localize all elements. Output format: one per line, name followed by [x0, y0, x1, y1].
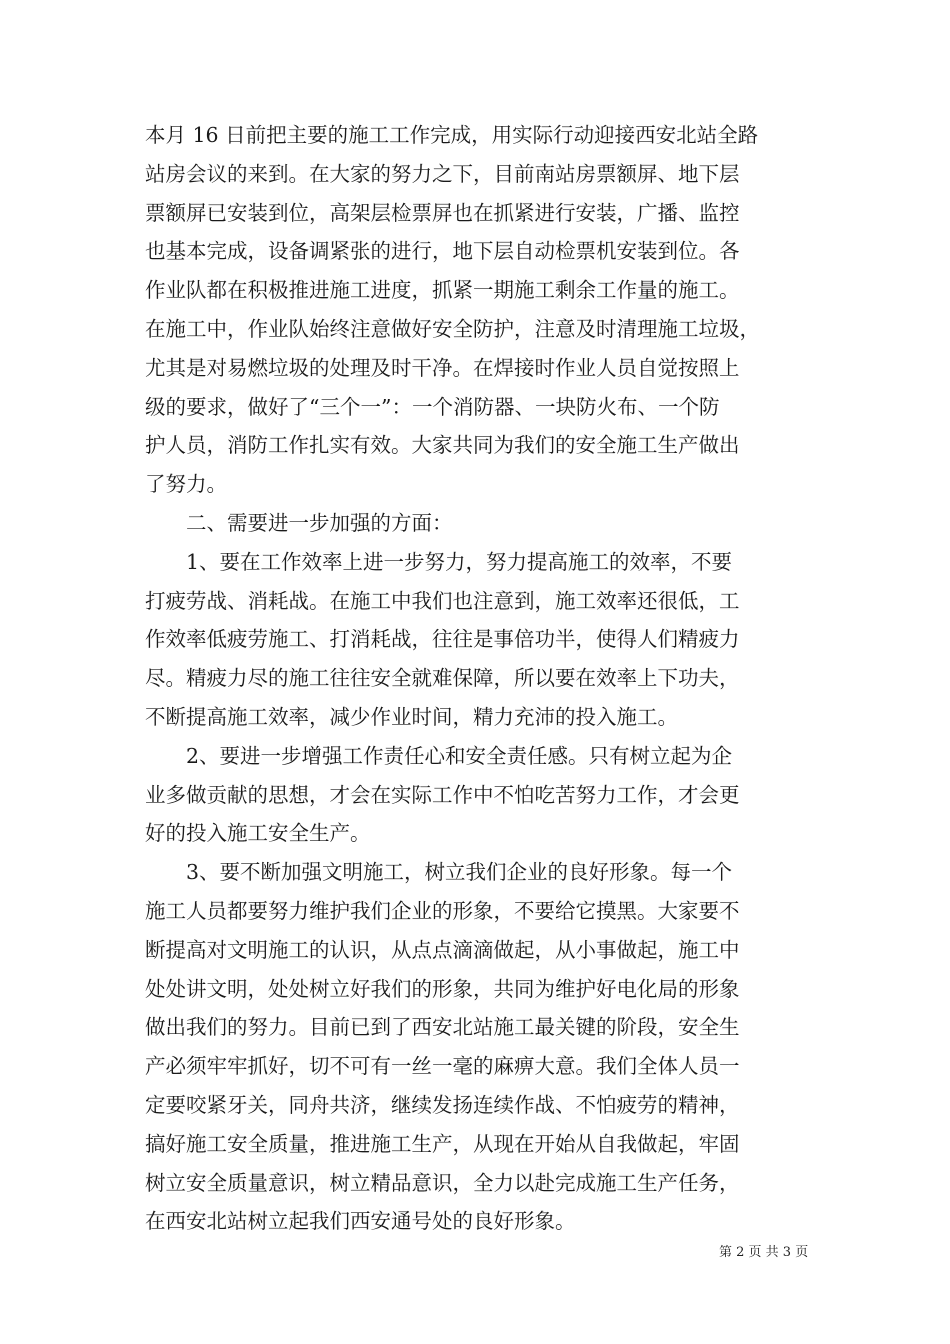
- text-line: 站房会议的来到。在大家的努力之下，目前南站房票额屏、地下层: [145, 161, 740, 186]
- text-line: 作业队都在积极推进施工进度，抓紧一期施工剩余工作量的施工。: [145, 278, 740, 303]
- text-line: 在西安北站树立起我们西安通号处的良好形象。: [145, 1209, 576, 1234]
- text-line: 3、要不断加强文明施工，树立我们企业的良好形象。每一个: [145, 860, 733, 885]
- text-line: 本月 16 日前把主要的施工工作完成，用实际行动迎接西安北站全路: [145, 123, 759, 147]
- text-line: 定要咬紧牙关，同舟共济，继续发扬连续作战、不怕疲劳的精神，: [145, 1092, 740, 1117]
- text-line: 尽。精疲力尽的施工往往安全就难保障，所以要在效率上下功夫，: [145, 666, 740, 691]
- body-text: [145, 116, 807, 1241]
- text-line: 施工人员都要努力维护我们企业的形象，不要给它摸黑。大家要不: [145, 898, 740, 923]
- text-line: 票额屏已安装到位，高架层检票屏也在抓紧进行安装，广播、监控: [145, 200, 740, 225]
- text-line: 断提高对文明施工的认识，从点点滴滴做起，从小事做起，施工中: [145, 937, 740, 962]
- text-line: 打疲劳战、消耗战。在施工中我们也注意到，施工效率还很低，工: [145, 588, 740, 613]
- text-line: 处处讲文明，处处树立好我们的形象，共同为维护好电化局的形象: [145, 976, 740, 1001]
- text-line: 护人员，消防工作扎实有效。大家共同为我们的安全施工生产做出: [145, 433, 740, 458]
- text-line: 也基本完成，设备调紧张的进行，地下层自动检票机安装到位。各: [145, 239, 740, 264]
- text-line: 在施工中，作业队始终注意做好安全防护，注意及时清理施工垃圾，: [145, 316, 760, 341]
- text-line: 产必须牢牢抓好，切不可有一丝一毫的麻痹大意。我们全体人员一: [145, 1054, 740, 1079]
- section-heading: 二、需要进一步加强的方面：: [145, 510, 453, 535]
- text-line: 级的要求，做好了“三个一”：一个消防器、一块防火布、一个防: [145, 394, 720, 419]
- text-line: 业多做贡献的思想，才会在实际工作中不怕吃苦努力工作，才会更: [145, 782, 740, 807]
- text-line: 不断提高施工效率，减少作业时间，精力充沛的投入施工。: [145, 704, 678, 729]
- text-line: 2、要进一步增强工作责任心和安全责任感。只有树立起为企: [145, 743, 733, 768]
- page-number: 第 2 页 共 3 页: [719, 1245, 809, 1260]
- text-line: 做出我们的努力。目前已到了西安北站施工最关键的阶段，安全生: [145, 1015, 740, 1040]
- text-line: 好的投入施工安全生产。: [145, 821, 371, 846]
- text-line: 树立安全质量意识，树立精品意识，全力以赴完成施工生产任务，: [145, 1170, 740, 1195]
- text-line: 尤其是对易燃垃圾的处理及时干净。在焊接时作业人员自觉按照上: [145, 355, 740, 380]
- text-line: 作效率低疲劳施工、打消耗战，往往是事倍功半，使得人们精疲力: [145, 627, 740, 652]
- text-line: 1、要在工作效率上进一步努力，努力提高施工的效率，不要: [145, 549, 733, 574]
- text-line: 搞好施工安全质量，推进施工生产，从现在开始从自我做起，牢固: [145, 1131, 740, 1156]
- text-line: 了努力。: [145, 472, 227, 497]
